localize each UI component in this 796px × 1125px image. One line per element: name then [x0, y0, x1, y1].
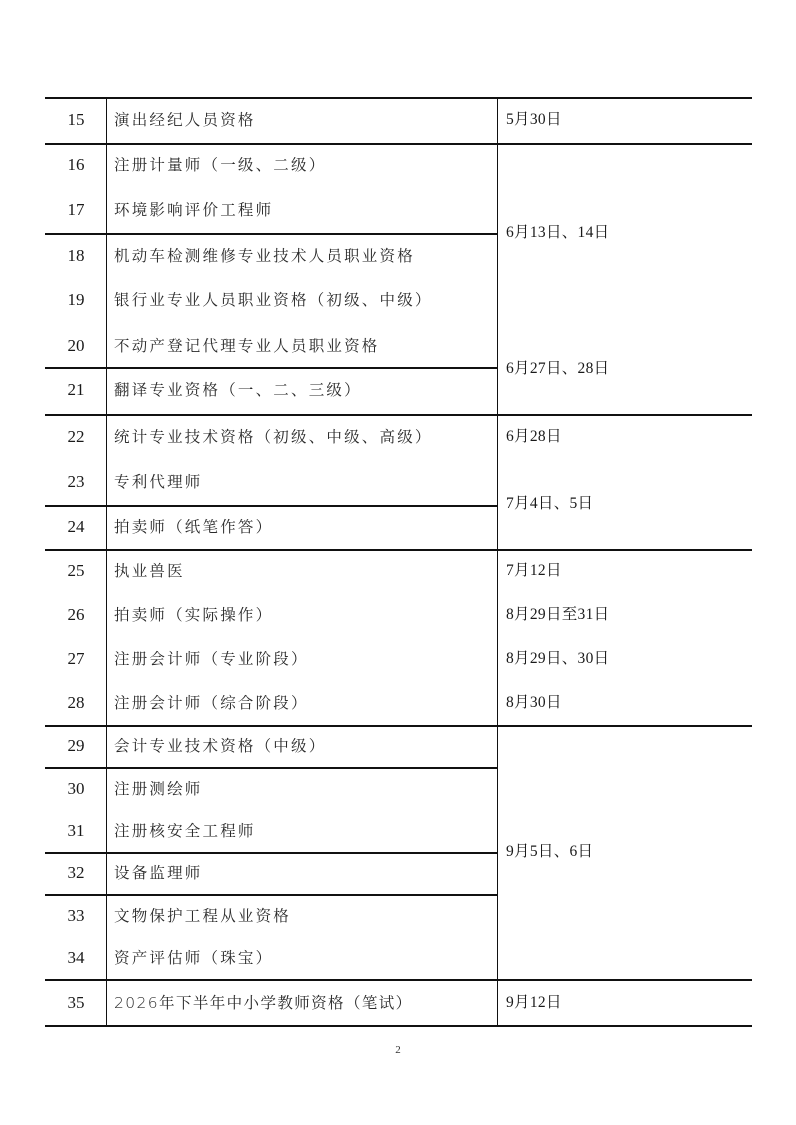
exam-date: 6月28日: [506, 428, 562, 445]
exam-date: 9月5日、6日: [506, 843, 594, 860]
exam-name: 注册计量师（一级、二级）: [114, 156, 327, 174]
exam-name: 拍卖师（纸笔作答）: [114, 518, 274, 536]
exam-date: 6月13日、14日: [506, 224, 610, 241]
exam-name: 拍卖师（实际操作）: [114, 606, 274, 624]
exam-name: 注册核安全工程师: [114, 822, 256, 840]
row-number: 17: [67, 200, 85, 219]
exam-date: 8月29日、30日: [506, 650, 610, 667]
row-number: 31: [67, 821, 85, 840]
page-number: 2: [395, 1044, 401, 1056]
exam-date: 5月30日: [506, 111, 562, 128]
exam-name: 银行业专业人员职业资格（初级、中级）: [114, 291, 433, 309]
row-number: 29: [67, 736, 85, 755]
exam-name: 执业兽医: [114, 562, 185, 580]
row-number: 23: [67, 472, 85, 491]
row-number: 26: [67, 605, 85, 624]
table-rule-partial: [45, 505, 497, 507]
exam-name: 环境影响评价工程师: [114, 201, 274, 219]
exam-name: 注册会计师（专业阶段）: [114, 650, 309, 668]
row-number: 19: [67, 290, 85, 309]
exam-name: 翻译专业资格（一、二、三级）: [114, 381, 362, 399]
row-number: 30: [67, 779, 85, 798]
exam-date: 7月12日: [506, 562, 562, 579]
exam-name: 不动产登记代理专业人员职业资格: [114, 337, 380, 355]
row-number: 16: [67, 155, 85, 174]
table-rule: [45, 97, 752, 99]
row-number: 28: [67, 693, 85, 712]
row-number: 33: [67, 906, 85, 925]
table-rule: [45, 414, 752, 416]
row-number: 32: [67, 863, 85, 882]
row-number: 20: [67, 336, 85, 355]
table-rule-partial: [45, 233, 497, 235]
table-rule-partial: [45, 894, 497, 896]
table-rule-partial: [45, 767, 497, 769]
table-rule: [45, 1025, 752, 1027]
row-number: 34: [67, 948, 85, 967]
exam-date: 9月12日: [506, 994, 562, 1011]
exam-name: 设备监理师: [114, 864, 203, 882]
row-number: 35: [67, 993, 85, 1012]
row-number: 18: [67, 246, 85, 265]
exam-name: 演出经纪人员资格: [114, 111, 256, 129]
exam-name: 会计专业技术资格（中级）: [114, 737, 327, 755]
exam-name: 注册会计师（综合阶段）: [114, 694, 309, 712]
exam-date: 8月29日至31日: [506, 606, 610, 623]
exam-date: 7月4日、5日: [506, 495, 594, 512]
exam-name: 专利代理师: [114, 473, 203, 491]
table-rule: [45, 979, 752, 981]
exam-name: 2026年下半年中小学教师资格（笔试）: [114, 994, 413, 1012]
row-number: 15: [67, 110, 85, 129]
column-divider: [497, 97, 498, 1026]
row-number: 22: [67, 427, 85, 446]
table-rule: [45, 549, 752, 551]
table-rule: [45, 143, 752, 145]
exam-name: 统计专业技术资格（初级、中级、高级）: [114, 428, 433, 446]
table-rule-partial: [45, 852, 497, 854]
row-number: 27: [67, 649, 85, 668]
exam-date: 6月27日、28日: [506, 360, 610, 377]
exam-date: 8月30日: [506, 694, 562, 711]
table-rule-partial: [45, 367, 497, 369]
column-divider: [106, 97, 107, 1026]
exam-name: 资产评估师（珠宝）: [114, 949, 274, 967]
row-number: 25: [67, 561, 85, 580]
exam-name: 注册测绘师: [114, 780, 203, 798]
exam-name: 机动车检测维修专业技术人员职业资格: [114, 247, 415, 265]
table-rule: [45, 725, 752, 727]
row-number: 24: [67, 517, 85, 536]
exam-name: 文物保护工程从业资格: [114, 907, 292, 925]
row-number: 21: [67, 380, 85, 399]
